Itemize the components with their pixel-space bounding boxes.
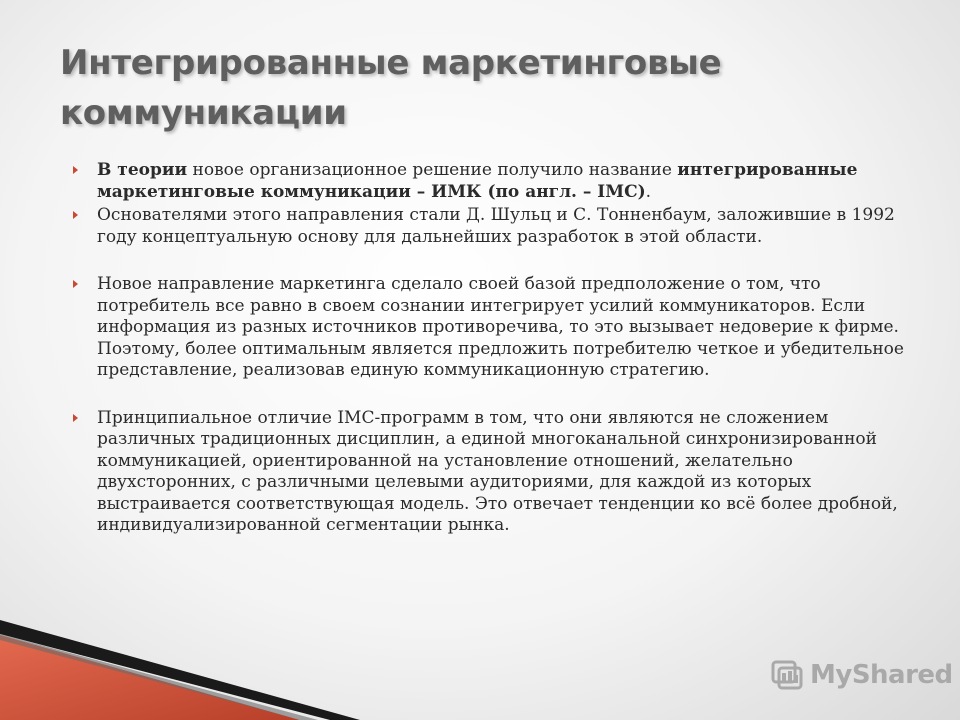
bullet-item-4 xyxy=(70,408,920,537)
bullet-text: новое организационное решение получило название xyxy=(187,160,678,180)
bullet-arrow-icon xyxy=(73,166,78,174)
bullet-text: Основателями этого направления стали Д. Шульц и С. Тонненбаум, заложившие в 1992 году концептуальную основу для дальнейших разработок в этой области. xyxy=(97,205,895,247)
bullet-item-2 xyxy=(70,205,920,248)
bullet-text: Принципиальное отличие IMC-программ в том, что они являются не сложением различных традиционных дисциплин, а единой многоканальной синхронизированной коммуникацией, ориентированной на установление отношений, желательно двухсторонних, с различными целевыми аудиториями, для каждой из которых выстраивается соответствующая модель. Это отвечает тенденции ко всё более дробной, индивидуализированной сегментации рынка. xyxy=(97,407,898,535)
bullet-arrow-icon xyxy=(73,280,78,288)
myshared-logo-icon xyxy=(770,659,804,691)
slide-title-line-1: Интегрированные маркетинговые xyxy=(60,43,722,83)
bullet-item-1 xyxy=(70,160,920,203)
bullet-item-3 xyxy=(70,274,920,382)
bullet-text: Новое направление маркетинга сделало своей базой предположение о том, что потребитель все равно в своем сознании интегрирует усилий коммуникаторов. Если информация из разных источников противоречива, то это вызывает недоверие к фирме. Поэтому, более оптимальным является предложить потребителю четкое и убедительное представление, реализовав единую коммуникационную стратегию. xyxy=(97,274,904,380)
bullet-list xyxy=(70,160,920,537)
bullet-arrow-icon xyxy=(73,414,78,422)
bullet-text-end: . xyxy=(645,181,652,202)
slide-title-line-2: коммуникации xyxy=(60,93,347,133)
bullet-arrow-icon xyxy=(73,211,78,219)
slide-title xyxy=(60,38,920,138)
myshared-watermark xyxy=(770,657,953,693)
bullet-term-bold: интегрированные маркетинговые коммуникации – ИМК (по англ. – IMC) xyxy=(97,160,858,202)
myshared-brand-text: MyShared xyxy=(810,660,953,690)
bullet-lead-bold: В теории xyxy=(97,160,188,180)
